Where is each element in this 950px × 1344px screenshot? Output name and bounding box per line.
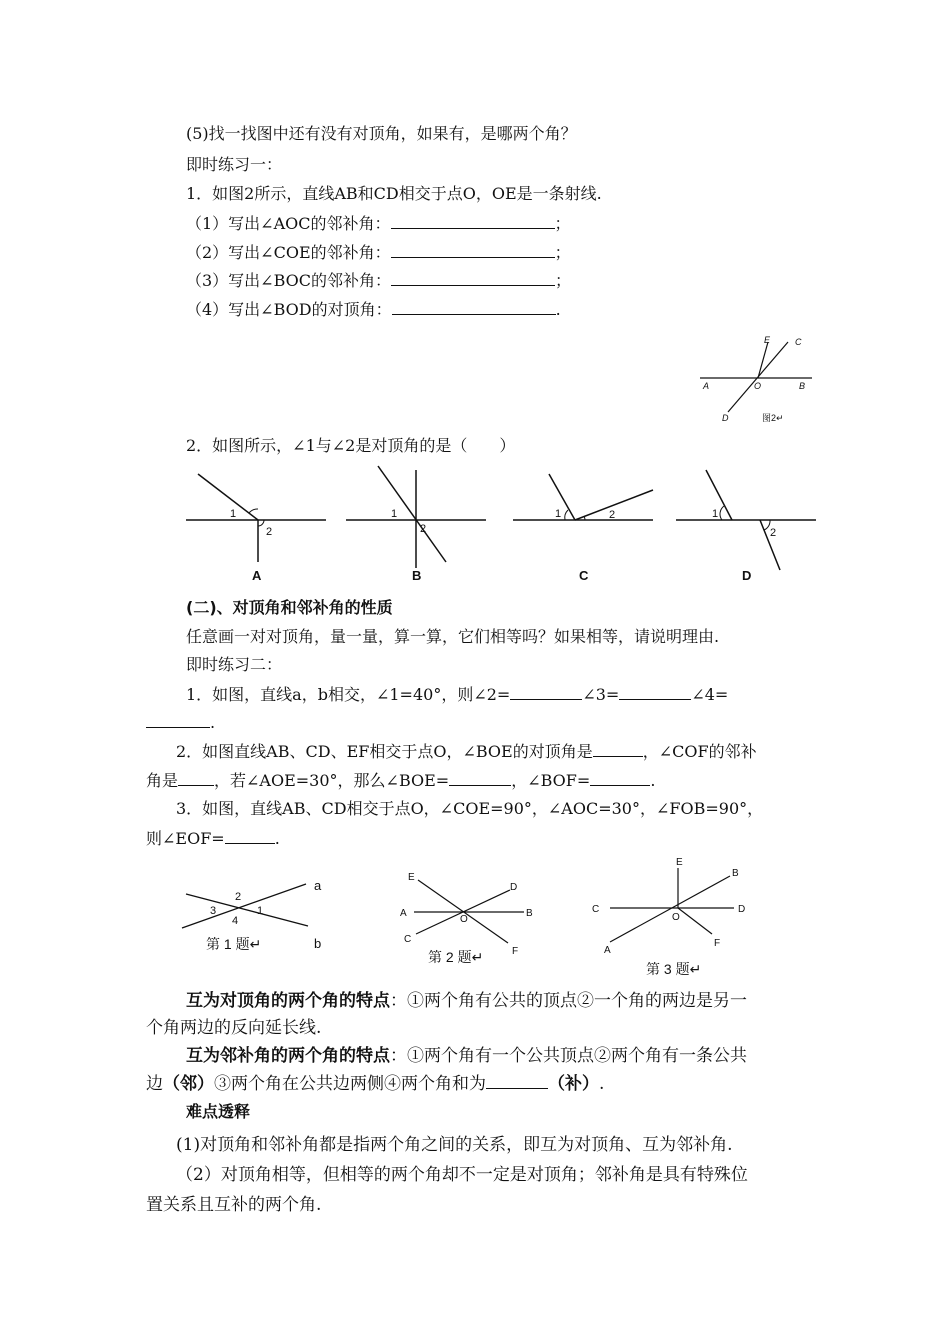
label-E: E — [408, 872, 415, 883]
label-B: B — [526, 908, 533, 919]
difficulty-point-2-cont: 置关系且互补的两个角. — [146, 1195, 322, 1215]
answer-blank[interactable] — [449, 770, 511, 786]
answer-blank[interactable] — [486, 1073, 548, 1089]
answer-blank[interactable] — [391, 242, 555, 258]
answer-blank[interactable] — [225, 828, 275, 844]
answer-blank[interactable] — [619, 684, 691, 700]
answer-blank[interactable] — [178, 770, 214, 786]
angle-1-label: 1 — [555, 508, 562, 520]
feature-title: 互为对顶角的两个角的特点 — [186, 991, 390, 1011]
option-label-c[interactable]: C — [579, 568, 589, 583]
angle-2-label: 2 — [420, 523, 427, 535]
exercise-2-stem: 2．如图所示，∠1与∠2是对顶角的是（ ） — [186, 436, 516, 455]
line-a-label: a — [314, 878, 322, 893]
difficulty-heading: 难点透释 — [186, 1102, 251, 1121]
section-2-heading: (二)、对顶角和邻补角的性质 — [186, 598, 393, 617]
exercise-1-item — [186, 299, 561, 320]
figure-2-caption: 图2↵ — [762, 413, 784, 423]
question-5: (5)找一找图中还有没有对顶角，如果有，是哪两个角？ — [186, 124, 577, 143]
item-end: . — [555, 300, 561, 319]
q1-text: 1．如图，直线a，b相交，∠1=40°，则∠2= — [186, 685, 511, 704]
figure-question-2 — [396, 868, 546, 968]
label-E: E — [764, 335, 771, 345]
feature-text: 边 — [146, 1074, 163, 1094]
item-end: ； — [554, 243, 571, 262]
label-B: B — [732, 868, 739, 879]
q2-text: ，∠BOF= — [511, 771, 591, 790]
q2-text: ，若∠AOE=30°，那么∠BOE= — [214, 771, 450, 790]
option-d-diagram — [676, 470, 818, 585]
feature-title: 互为邻补角的两个角的特点 — [186, 1046, 390, 1066]
item-end: ； — [554, 214, 571, 233]
answer-blank[interactable] — [391, 270, 555, 286]
practice-one-title: 即时练习一： — [186, 155, 283, 174]
difficulty-point-1: (1)对顶角和邻补角都是指两个角之间的关系，即互为对顶角、互为邻补角. — [176, 1135, 733, 1155]
exercise-1-item — [186, 270, 571, 291]
label-A: A — [703, 381, 710, 391]
angle-1-label: 1 — [391, 508, 398, 520]
q1-text: ∠3= — [582, 685, 620, 704]
angle-1-label: 1 — [712, 508, 719, 520]
figure-question-1 — [180, 874, 340, 964]
figure-3-caption: 第 3 题↵ — [646, 961, 702, 977]
adjacent-angles-feature-cont — [146, 1073, 604, 1095]
practice-2-q1-cont — [146, 712, 215, 733]
label-F: F — [512, 946, 519, 957]
label-E: E — [676, 857, 683, 868]
label-D: D — [722, 413, 729, 423]
angle-1-label: 1 — [257, 905, 264, 917]
angle-2-label: 2 — [770, 527, 777, 539]
practice-2-q2-cont — [146, 770, 655, 791]
exercise-1-stem: 1．如图2所示，直线AB和CD相交于点O，OE是一条射线. — [186, 184, 602, 203]
answer-blank[interactable] — [146, 712, 210, 728]
q1-text: . — [210, 713, 216, 732]
label-F: F — [714, 938, 721, 949]
option-label-d[interactable]: D — [742, 568, 752, 583]
angle-3-label: 3 — [210, 905, 217, 917]
q2-text: . — [650, 771, 656, 790]
answer-blank[interactable] — [510, 684, 582, 700]
q3-text: 则∠EOF= — [146, 829, 225, 848]
item-label: （4）写出∠BOD的对顶角： — [186, 300, 392, 319]
vertical-angles-feature-cont: 个角两边的反向延长线. — [146, 1018, 322, 1038]
answer-blank[interactable] — [590, 770, 650, 786]
label-A: A — [604, 945, 611, 956]
option-b-diagram — [346, 466, 488, 585]
label-D: D — [510, 882, 518, 893]
practice-2-q3-cont — [146, 828, 280, 849]
item-label: （1）写出∠AOC的邻补角： — [186, 214, 391, 233]
label-O: O — [460, 914, 468, 925]
section-2-intro: 任意画一对对顶角，量一量，算一算，它们相等吗？如果相等，请说明理由. — [186, 627, 720, 646]
item-label: （2）写出∠COE的邻补角： — [186, 243, 391, 262]
label-B: B — [799, 381, 806, 391]
label-O: O — [672, 912, 680, 923]
label-A: A — [400, 908, 407, 919]
feature-text: . — [599, 1074, 605, 1094]
option-label-a[interactable]: A — [252, 568, 262, 583]
label-C: C — [404, 934, 412, 945]
angle-2-label: 2 — [235, 891, 242, 903]
q3-text: . — [274, 829, 280, 848]
item-label: （3）写出∠BOC的邻补角： — [186, 271, 392, 290]
label-D: D — [738, 904, 746, 915]
feature-keyword: （补） — [548, 1074, 599, 1094]
vertical-angles-feature — [186, 990, 747, 1012]
q2-text: 角是 — [146, 771, 179, 790]
option-a-diagram — [186, 470, 328, 585]
practice-2-q1 — [186, 684, 728, 705]
practice-two-title: 即时练习二： — [186, 655, 283, 674]
q1-text: ∠4= — [691, 685, 729, 704]
item-end: ； — [555, 271, 572, 290]
line-b-label: b — [314, 936, 322, 951]
adjacent-angles-feature — [186, 1045, 747, 1067]
angle-2-label: 2 — [609, 509, 616, 521]
figure-1-caption: 第 1 题↵ — [206, 936, 262, 952]
practice-2-q2 — [176, 741, 757, 762]
angle-1-label: 1 — [230, 508, 237, 520]
q2-text: 2．如图直线AB、CD、EF相交于点O，∠BOE的对顶角是 — [176, 742, 593, 761]
q2-text: ，∠COF的邻补 — [642, 742, 757, 761]
figure-question-3 — [590, 854, 760, 980]
figure-2-caption: 第 2 题↵ — [428, 949, 484, 965]
feature-text: ③两个角在公共边两侧④两个角和为 — [214, 1074, 486, 1094]
exercise-1-item — [186, 213, 571, 234]
answer-blank[interactable] — [391, 213, 555, 229]
feature-text: ：①两个角有一个公共顶点②两个角有一条公共 — [390, 1046, 747, 1066]
angle-4-label: 4 — [232, 915, 239, 927]
answer-blank[interactable] — [593, 741, 643, 757]
practice-2-q3: 3．如图，直线AB、CD相交于点O，∠COE=90°，∠AOC=30°，∠FOB=90°， — [176, 799, 764, 818]
option-label-b[interactable]: B — [412, 568, 422, 583]
feature-keyword: （邻） — [163, 1074, 214, 1094]
label-C: C — [592, 904, 600, 915]
label-O: O — [754, 381, 762, 391]
answer-blank[interactable] — [392, 299, 556, 315]
label-C: C — [795, 337, 802, 347]
difficulty-point-2: （2）对顶角相等，但相等的两个角却不一定是对顶角；邻补角是具有特殊位 — [176, 1165, 748, 1185]
figure-2-diagram — [700, 334, 820, 426]
feature-text: ：①两个角有公共的顶点②一个角的两边是另一 — [390, 991, 747, 1011]
exercise-1-item — [186, 242, 571, 263]
option-c-diagram — [513, 470, 658, 585]
angle-2-label: 2 — [266, 526, 273, 538]
